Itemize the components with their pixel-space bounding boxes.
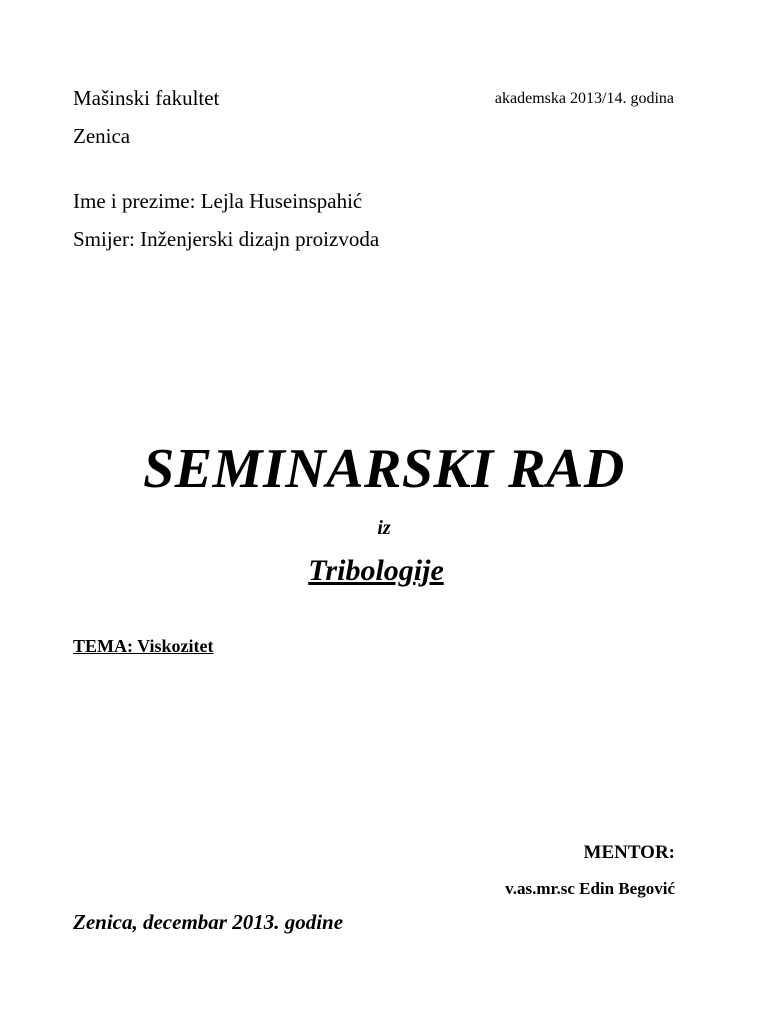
topic-line: TEMA: Viskozitet bbox=[73, 636, 214, 656]
title-connector: iz bbox=[377, 517, 391, 539]
mentor-name: v.as.mr.sc Edin Begović bbox=[505, 879, 675, 898]
city-name: Zenica bbox=[73, 124, 131, 148]
student-major: Smijer: Inženjerski dizajn proizvoda bbox=[73, 227, 380, 251]
academic-year: akademska 2013/14. godina bbox=[494, 90, 674, 107]
faculty-name: Mašinski fakultet bbox=[73, 86, 220, 110]
place-date: Zenica, decembar 2013. godine bbox=[73, 910, 344, 934]
student-name: Ime i prezime: Lejla Huseinspahić bbox=[73, 189, 363, 213]
document-title: SEMINARSKI RAD bbox=[143, 438, 625, 500]
mentor-label: MENTOR: bbox=[583, 842, 675, 863]
subject-title: Tribologije bbox=[308, 554, 444, 587]
